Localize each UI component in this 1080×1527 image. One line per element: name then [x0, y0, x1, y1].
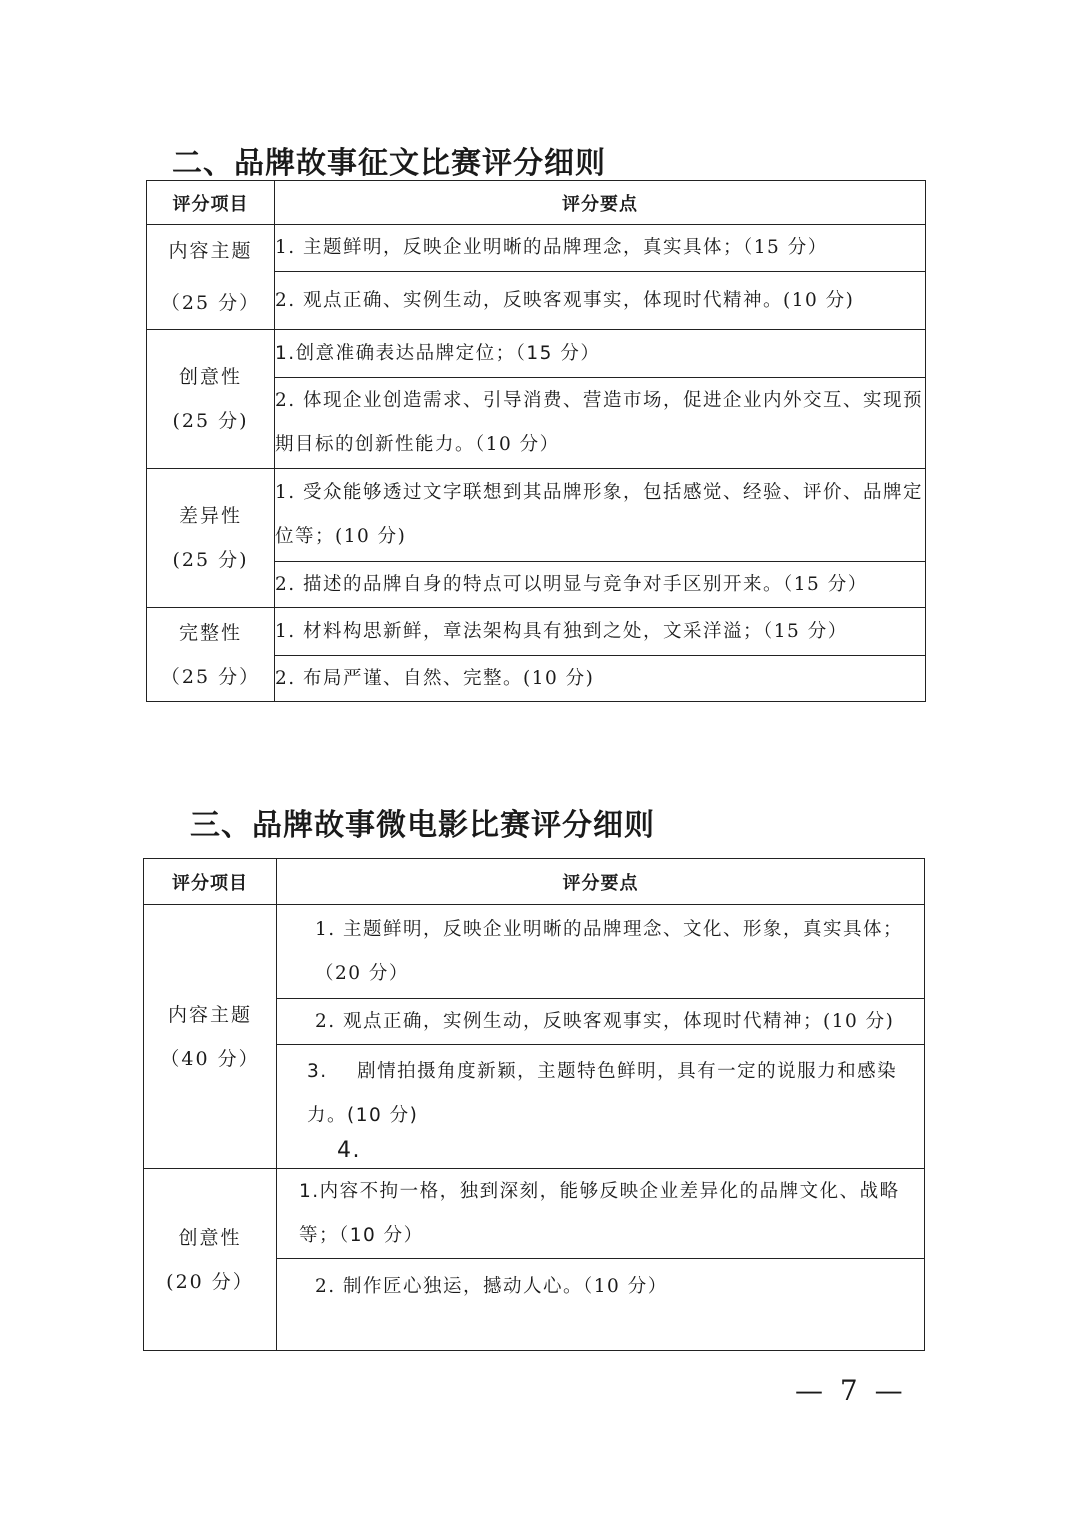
criterion: 1. 材料构思新鲜，章法架构具有独到之处，文采洋溢；（15 分） [275, 608, 926, 656]
category-cell [144, 1169, 277, 1351]
category-name: 差异性 [178, 505, 242, 527]
header-criteria: 评分要点 [277, 859, 925, 905]
header-category: 评分项目 [144, 859, 277, 905]
criterion: 2. 布局严谨、自然、完整。(10 分) [275, 656, 926, 702]
table-row [147, 608, 926, 656]
criterion: 1.内容不拘一格，独到深刻，能够反映企业差异化的品牌文化、战略等；（10 分） [277, 1169, 925, 1259]
category-name: 内容主题 [167, 1003, 252, 1026]
header-category: 评分项目 [147, 181, 275, 225]
category-score: （25 分） [160, 292, 261, 314]
page-number: — 7 — [795, 1374, 907, 1407]
criterion: 1.创意准确表达品牌定位；（15 分） [275, 330, 926, 378]
category-cell [147, 469, 275, 608]
table-header-row [144, 859, 925, 905]
category-name: 创意性 [178, 1226, 242, 1249]
category-score: (25 分) [172, 549, 249, 571]
criterion: 2. 体现企业创造需求、引导消费、营造市场，促进企业内外交互、实现预期目标的创新性能力。（10 分） [275, 378, 926, 469]
category-cell [147, 608, 275, 702]
essay-scoring-table [146, 180, 926, 702]
category-score: (25 分) [172, 410, 249, 432]
category-score: (20 分） [166, 1270, 254, 1293]
criterion: 3. 剧情拍摄角度新颖，主题特色鲜明，具有一定的说服力和感染力。(10 分) [307, 1060, 898, 1126]
table-row [144, 1169, 925, 1259]
criterion: 2. 描述的品牌自身的特点可以明显与竞争对手区别开来。（15 分） [275, 562, 926, 608]
criterion: 1. 受众能够透过文字联想到其品牌形象，包括感觉、经验、评价、品牌定位等；(10 分) [275, 469, 926, 562]
table-header-row [147, 181, 926, 225]
header-criteria: 评分要点 [275, 181, 926, 225]
criterion-cell [277, 1045, 925, 1169]
category-name: 内容主题 [168, 240, 253, 262]
category-cell [144, 905, 277, 1169]
criterion-number: 4. [337, 1137, 361, 1163]
criterion: 1. 主题鲜明，反映企业明晰的品牌理念，真实具体；（15 分） [275, 225, 926, 272]
criterion: 2. 制作匠心独运，撼动人心。（10 分） [277, 1259, 925, 1351]
category-name: 完整性 [178, 621, 242, 644]
section-2-title: 二、品牌故事征文比赛评分细则 [172, 146, 606, 181]
category-score: （40 分） [160, 1047, 260, 1070]
table-row [147, 330, 926, 378]
table-row [147, 469, 926, 562]
criterion: 2. 观点正确，实例生动，反映客观事实，体现时代精神；(10 分) [277, 999, 925, 1045]
criterion: 2. 观点正确、实例生动，反映客观事实，体现时代精神。(10 分) [275, 272, 926, 330]
table-row [147, 225, 926, 272]
category-score: （25 分） [160, 665, 261, 688]
criterion: 1. 主题鲜明，反映企业明晰的品牌理念、文化、形象，真实具体；（20 分） [277, 905, 925, 999]
category-name: 创意性 [178, 366, 242, 388]
microfilm-scoring-table [143, 858, 925, 1351]
table-row [144, 905, 925, 999]
section-3-title: 三、品牌故事微电影比赛评分细则 [190, 808, 655, 843]
category-cell [147, 330, 275, 469]
category-cell [147, 225, 275, 330]
